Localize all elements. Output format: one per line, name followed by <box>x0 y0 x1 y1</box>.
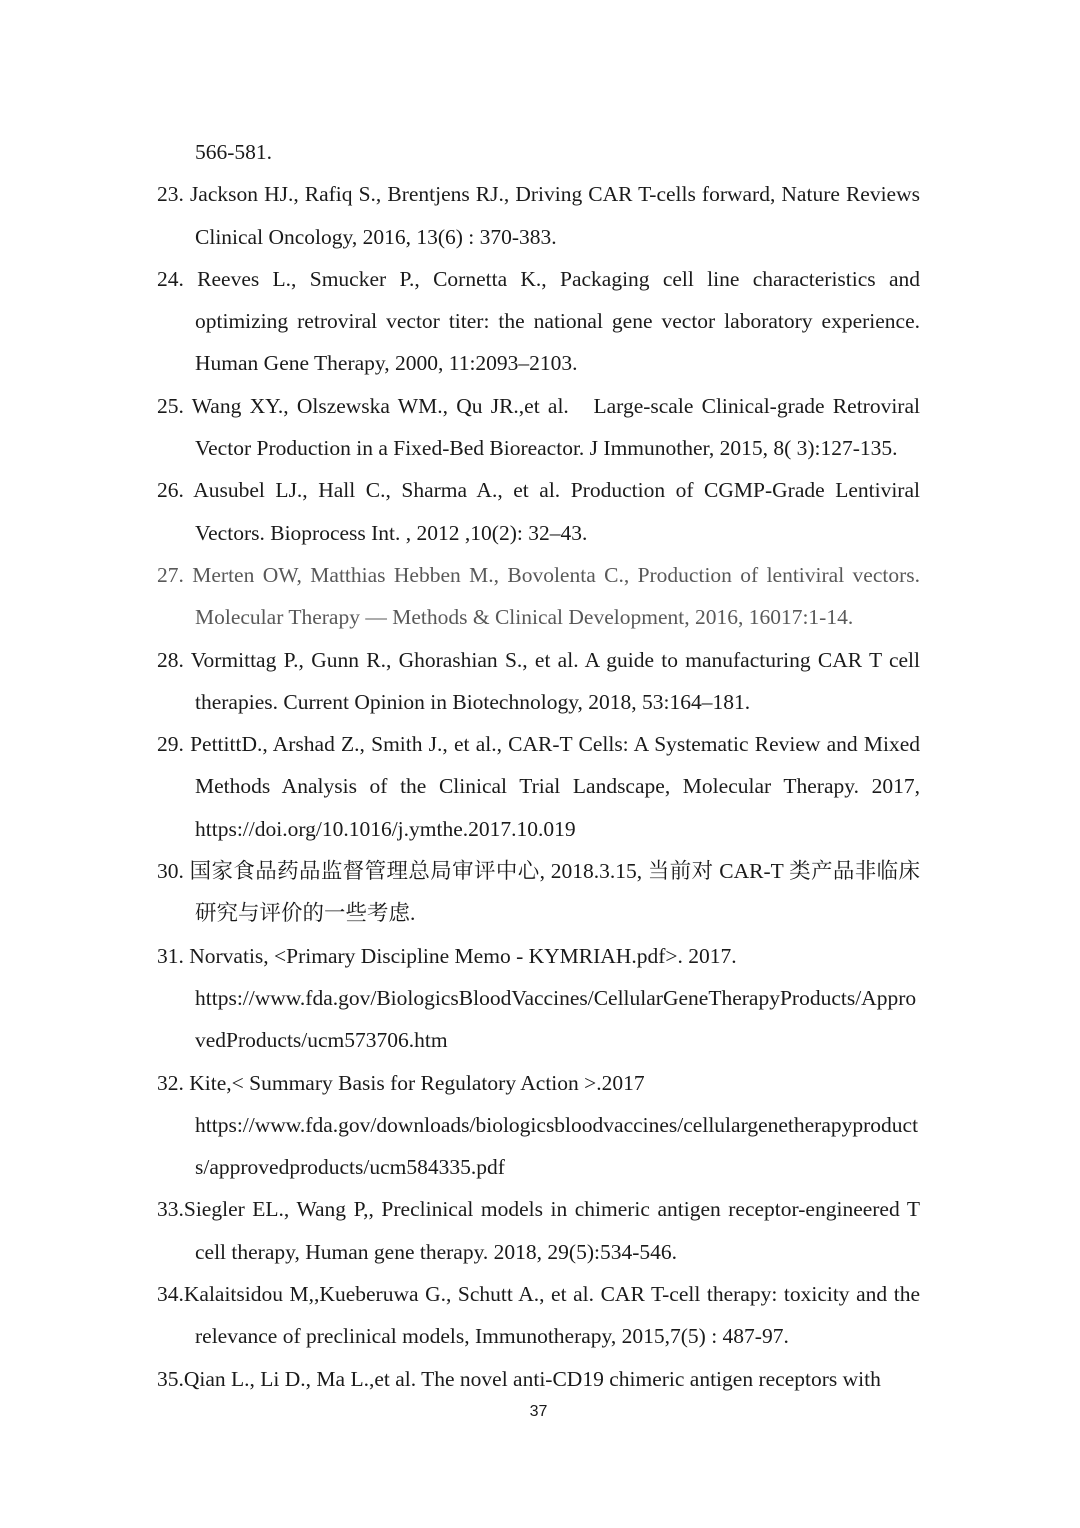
reference-text: Siegler EL., Wang P,, Preclinical models in chimeric antigen receptor-engineered T cell therapy, Human gene therapy. 2018, 29(5):534-546. <box>183 1197 920 1264</box>
reference-text: Reeves L., Smucker P., Cornetta K., Packaging cell line characteristics and optimizing retroviral vector titer: the national gene vector laboratory experience. Human Gene Therapy, 2000, 11:2093–2103. <box>195 266 920 376</box>
reference-number: 28. <box>157 647 184 672</box>
reference-number: 29. <box>157 732 184 757</box>
reference-number: 32. <box>157 1070 184 1095</box>
reference-url: https://www.fda.gov/downloads/biologicsbloodvaccines/cellulargenetherapyproducts/approvedproducts/ucm584335.pdf <box>195 1112 919 1180</box>
reference-text: Qian L., Li D., Ma L.,et al. The novel anti-CD19 chimeric antigen receptors with <box>183 1366 881 1391</box>
reference-number: 24. <box>157 266 184 291</box>
reference-number: 30. <box>157 859 184 884</box>
reference-item <box>157 554 920 639</box>
reference-item <box>157 1358 920 1400</box>
reference-text: Norvatis, <Primary Discipline Memo - KYMRIAH.pdf>. 2017. <box>189 943 737 968</box>
page-number: 37 <box>529 1402 548 1420</box>
reference-item <box>157 1273 920 1358</box>
reference-number: 25. <box>157 393 184 418</box>
reference-item <box>157 639 920 724</box>
reference-text: Kite,< Summary Basis for Regulatory Action >.2017 <box>189 1070 645 1095</box>
reference-item <box>157 935 920 1062</box>
reference-item <box>157 173 920 258</box>
reference-text: Ausubel LJ., Hall C., Sharma A., et al. Production of CGMP-Grade Lentiviral Vectors. Bioprocess Int. , 2012 ,10(2): 32–43. <box>193 478 920 545</box>
reference-text: Merten OW, Matthias Hebben M., Bovolenta C., Production of lentiviral vectors. Molecular Therapy — Methods & Clinical Development, 2016, 16017:1-14. <box>192 562 921 630</box>
reference-text: PettittD., Arshad Z., Smith J., et al., CAR-T Cells: A Systematic Review and Mixed Methods Analysis of the Clinical Trial Landscape, Molecular Therapy. 2017, https://doi.org/10.1016/j.ymthe.2017.10.019 <box>190 732 920 841</box>
reference-item <box>157 469 920 554</box>
reference-text: Jackson HJ., Rafiq S., Brentjens RJ., Driving CAR T-cells forward, Nature Reviews Clinical Oncology, 2016, 13(6) : 370-383. <box>189 182 920 249</box>
reference-text: Wang XY., Olszewska WM., Qu JR.,et al. Large-scale Clinical-grade Retroviral Vector Production in a Fixed-Bed Bioreactor. J Immunother, 2015, 8( 3):127-135. <box>191 393 920 461</box>
reference-item <box>157 723 920 850</box>
reference-number: 23. <box>157 182 184 207</box>
reference-continuation: 566-581. <box>195 140 273 164</box>
reference-number: 35. <box>157 1366 184 1391</box>
reference-text: Vormittag P., Gunn R., Ghorashian S., et al. A guide to manufacturing CAR T cell therapies. Current Opinion in Biotechnology, 2018, 53:164–181. <box>190 647 920 714</box>
reference-url: https://www.fda.gov/BiologicsBloodVaccines/CellularGeneTherapyProducts/ApprovedProducts/ucm573706.htm <box>195 985 917 1053</box>
reference-item <box>157 850 920 935</box>
references-list <box>157 131 920 1400</box>
reference-item <box>157 385 920 470</box>
reference-text: Kalaitsidou M,,Kueberuwa G., Schutt A., et al. CAR T-cell therapy: toxicity and the relevance of preclinical models, Immunotherapy, 2015,7(5) : 487-97. <box>183 1282 920 1349</box>
reference-text: 国家食品药品监督管理总局审评中心, 2018.3.15, 当前对 CAR-T 类产品非临床研究与评价的一些考虑. <box>189 859 920 926</box>
reference-number: 34. <box>157 1282 184 1307</box>
reference-item <box>157 1188 920 1273</box>
reference-number: 26. <box>157 478 184 503</box>
reference-item <box>157 1062 920 1189</box>
reference-number: 33. <box>157 1197 184 1222</box>
reference-item <box>157 258 920 385</box>
reference-number: 27. <box>157 562 184 587</box>
reference-number: 31. <box>157 943 184 968</box>
